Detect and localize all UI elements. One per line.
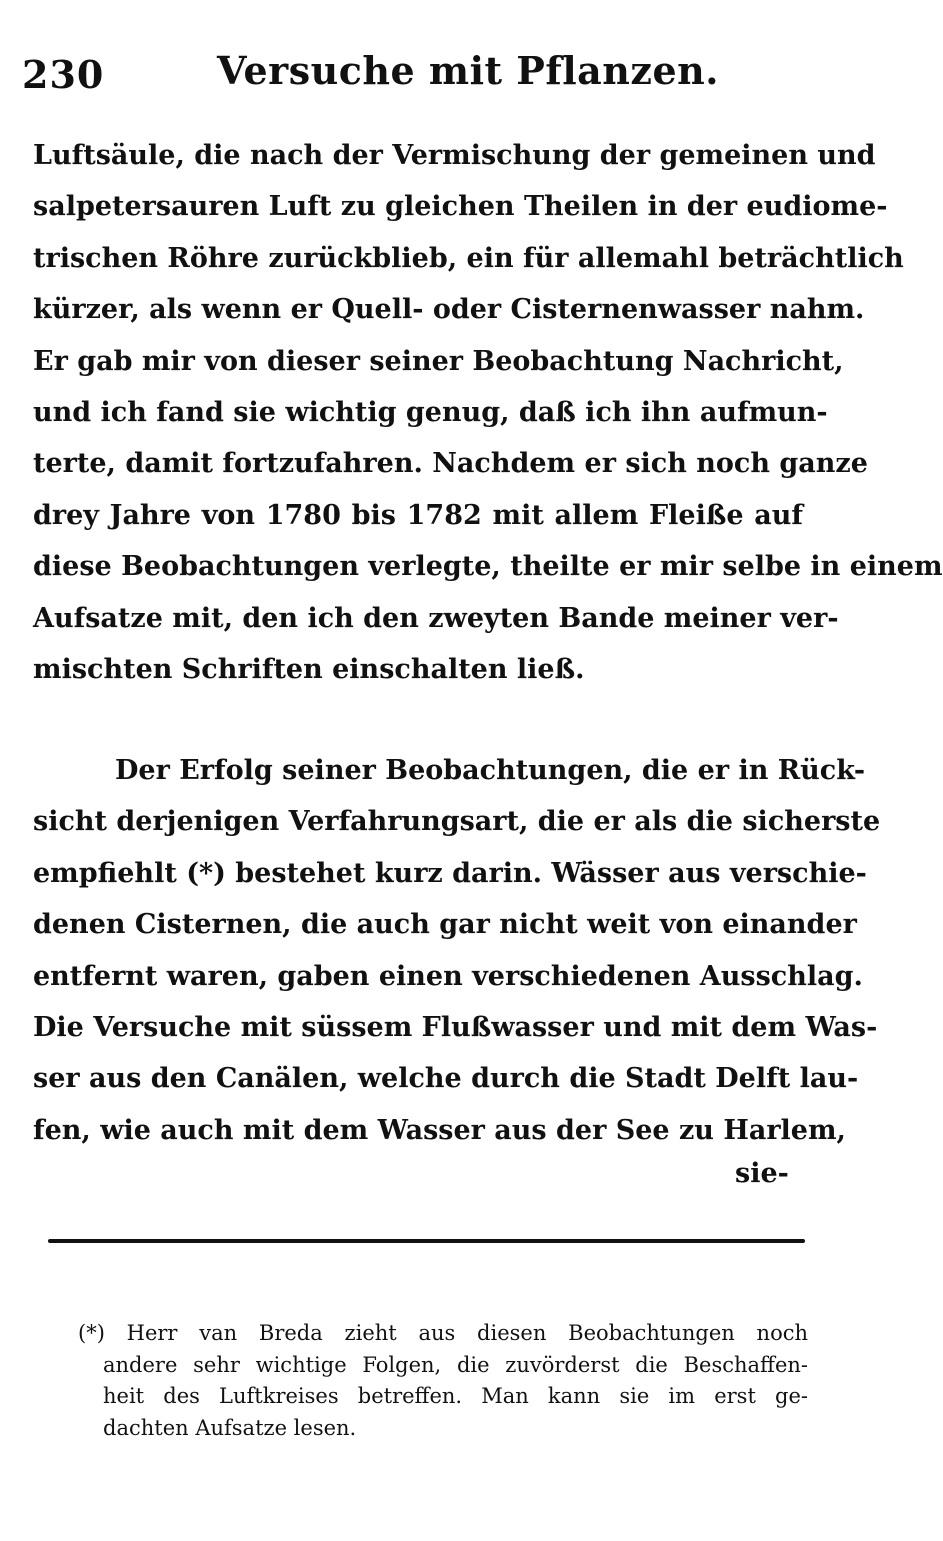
text-line: Die Versuche mit süssem Flußwasser und mit dem Was- <box>33 1012 878 1044</box>
text-line: fen, wie auch mit dem Wasser aus der See zu Harlem, <box>33 1114 846 1146</box>
text-line: empfiehlt (*) bestehet kurz darin. Wässer aus verschie- <box>33 857 867 889</box>
text-line: sicht derjenigen Verfahrungsart, die er als die sicherste <box>33 806 881 838</box>
footnote-divider <box>48 1239 805 1243</box>
footnote-line: heit des Luftkreises betreffen. Man kann sie im erst ge- <box>103 1384 808 1408</box>
text-line: Er gab mir von dieser seiner Beobachtung Nachricht, <box>33 345 844 377</box>
footnote <box>78 1318 808 1444</box>
text-line: kürzer, als wenn er Quell- oder Cisternenwasser nahm. <box>33 294 865 326</box>
text-line: denen Cisternen, die auch gar nicht weit von einander <box>33 909 857 941</box>
text-line: Luftsäule, die nach der Vermischung der gemeinen und <box>33 140 876 171</box>
page-header <box>22 48 802 98</box>
page-number: 230 <box>22 52 105 97</box>
text-line: salpetersauren Luft zu gleichen Theilen in der eudiome- <box>33 191 888 223</box>
catchword: sie- <box>735 1158 789 1189</box>
paragraph-2 <box>33 745 881 1156</box>
text-line: und ich fand sie wichtig genug, daß ich ihn aufmun- <box>33 397 828 429</box>
footnote-line: dachten Aufsatze lesen. <box>103 1415 357 1440</box>
footnote-line: (*) Herr van Breda zieht aus diesen Beobachtungen noch <box>78 1321 808 1345</box>
text-line: ser aus den Canälen, welche durch die Stadt Delft lau- <box>33 1063 859 1095</box>
text-line: drey Jahre von 1780 bis 1782 mit allem Fleiße auf <box>33 499 803 531</box>
footnote-line: andere sehr wichtige Folgen, die zuvörderst die Beschaffen- <box>103 1352 808 1377</box>
text-line: trischen Röhre zurückblieb, ein für allemahl beträchtlich <box>33 242 904 274</box>
text-line: diese Beobachtungen verlegte, theilte er mir selbe in einem <box>33 551 943 583</box>
text-line: Der Erfolg seiner Beobachtungen, die er in Rück- <box>115 755 866 786</box>
text-line: entfernt waren, gaben einen verschiedenen Ausschlag. <box>33 960 863 992</box>
text-line: mischten Schriften einschalten ließ. <box>33 654 585 686</box>
paragraph-1 <box>33 130 943 695</box>
text-line: terte, damit fortzufahren. Nachdem er sich noch ganze <box>33 448 868 480</box>
text-line: Aufsatze mit, den ich den zweyten Bande meiner ver- <box>33 602 839 634</box>
running-title: Versuche mit Pflanzen. <box>217 48 720 93</box>
